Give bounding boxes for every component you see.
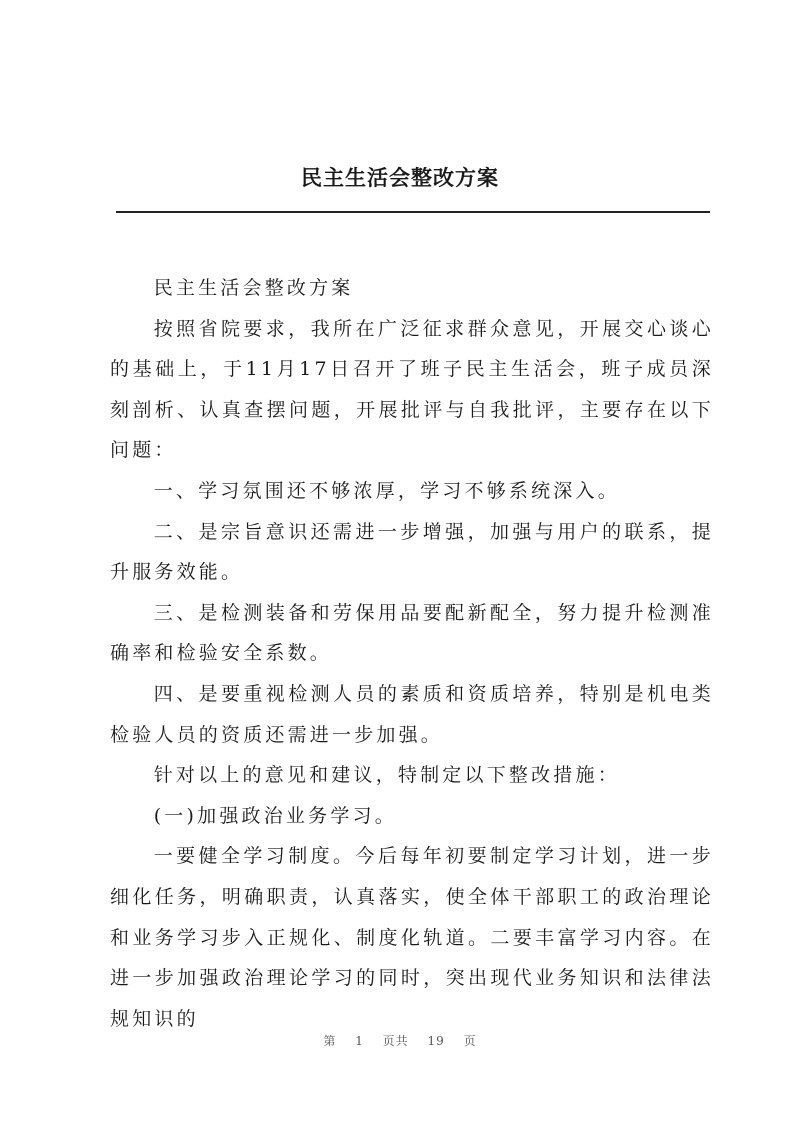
document-title: 民主生活会整改方案 (301, 166, 499, 190)
paragraph: 三、是检测装备和劳保用品要配新配全，努力提升检测准确率和检验安全系数。 (110, 601, 714, 665)
page-number: 1 (355, 1034, 364, 1048)
footer-prefix: 第 (323, 1034, 337, 1048)
footer-middle: 页共 (382, 1034, 409, 1048)
title-divider (116, 211, 710, 213)
paragraph: 一、学习氛围还不够浓厚，学习不够系统深入。 (153, 479, 620, 502)
paragraph: 按照省院要求，我所在广泛征求群众意见，开展交心谈心的基础上，于11月17日召开了班子民主生活会，班子成员深刻剖析、认真查摆问题，开展批评与自我批评，主要存在以下问题： (110, 317, 714, 462)
paragraph: 针对以上的意见和建议，特制定以下整改措施： (153, 764, 620, 787)
footer-suffix: 页 (463, 1034, 477, 1048)
page-footer (0, 1032, 800, 1049)
paragraph: 二、是宗旨意识还需进一步增强，加强与用户的联系，提升服务效能。 (110, 520, 714, 584)
paragraph: 民主生活会整改方案 (153, 277, 354, 299)
page-total: 19 (427, 1034, 445, 1048)
document-body (110, 268, 714, 1039)
paragraph: (一)加强政治业务学习。 (153, 804, 397, 827)
paragraph: 一要健全学习制度。今后每年初要制定学习计划，进一步细化任务，明确职责，认真落实，使全体干部职工的政治理论和业务学习步入正规化、制度化轨道。二要丰富学习内容。在进一步加强政治理论学习的同时，突出现代业务知识和法律法规知识的 (110, 845, 714, 1030)
paragraph: 四、是要重视检测人员的素质和资质培养，特别是机电类检验人员的资质还需进一步加强。 (110, 682, 714, 746)
